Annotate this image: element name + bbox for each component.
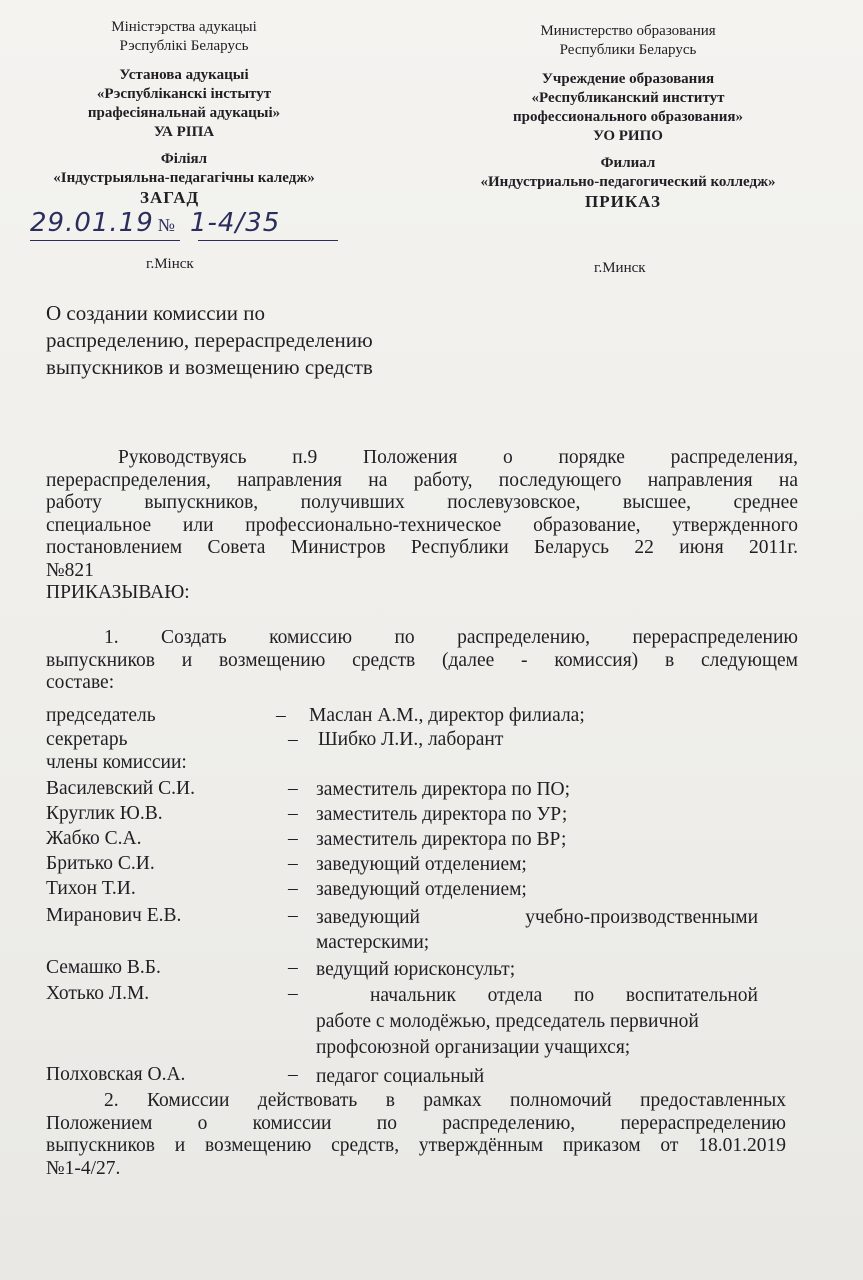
institution-abbr-ru: УО РИПО bbox=[593, 128, 663, 144]
member-role-cont: работе с молодёжью, председатель первичной bbox=[316, 1011, 699, 1032]
member-name: Василевский С.И. bbox=[46, 778, 195, 799]
order-word: ПРИКАЗЫВАЮ: bbox=[46, 582, 190, 603]
members-label: члены комиссии: bbox=[46, 752, 187, 773]
branch-name-by: Філіял «Індустрыяльна-педагагічны каледж» bbox=[53, 151, 315, 186]
member-role-cont: мастерскими; bbox=[316, 932, 430, 953]
ministry-name-ru: Министерство образования Республики Беларусь bbox=[540, 23, 716, 58]
member-name: Круглик Ю.В. bbox=[46, 803, 163, 824]
branch-name-ru: Филиал «Индустриально-педагогический колледж» bbox=[480, 155, 776, 190]
dash: – bbox=[288, 905, 298, 926]
ministry-name-by: Міністэрства адукацыі Рэспублікі Беларусь bbox=[111, 19, 257, 54]
institution-name-ru: Учреждение образования «Республиканский институт профессионального образования» bbox=[512, 71, 744, 125]
city-by: г.Мінск bbox=[146, 256, 194, 272]
registration-handwritten bbox=[30, 208, 280, 238]
dash: – bbox=[288, 983, 298, 1004]
member-role: ведущий юрисконсульт; bbox=[316, 959, 516, 980]
dash: – bbox=[288, 878, 298, 899]
institution-abbr-by: УА РІПА bbox=[153, 124, 215, 140]
dash: – bbox=[288, 828, 298, 849]
member-role: заведующий отделением; bbox=[316, 854, 527, 875]
order-subject: О создании комиссии по распределению, перераспределению выпускников и возмещению средств bbox=[46, 301, 373, 379]
item-2: 2. Комиссии действовать в рамках полномочий предоставленных Положением о комиссии по распределению, перераспределению выпускников и возмещению средств, утверждённым приказом от 18.01.2019 №1-4/27. bbox=[46, 1090, 786, 1179]
institution-name-by: Установа адукацыі «Рэспубліканскі інстытут прафесіянальнай адукацыі» bbox=[87, 67, 281, 121]
dash: – bbox=[288, 778, 298, 799]
handwritten-date: 29.01.19 bbox=[30, 208, 154, 238]
member-role: заместитель директора по ВР; bbox=[316, 829, 567, 850]
dash: – bbox=[276, 705, 286, 726]
dash: – bbox=[288, 1064, 298, 1085]
member-role: заместитель директора по ПО; bbox=[316, 779, 571, 800]
dash: – bbox=[288, 803, 298, 824]
member-role: педагог социальный bbox=[316, 1066, 485, 1087]
city-ru: г.Минск bbox=[594, 260, 646, 276]
date-underline bbox=[30, 240, 180, 241]
header-russian bbox=[468, 22, 788, 192]
dash: – bbox=[288, 957, 298, 978]
item-1: 1. Создать комиссию по распределению, перераспределению выпускников и возмещению средств (далее - комиссия) в следующем составе: bbox=[46, 627, 798, 693]
member-role: заместитель директора по УР; bbox=[316, 804, 568, 825]
member-role: заведующий отделением; bbox=[316, 879, 527, 900]
member-name: Полховская О.А. bbox=[46, 1064, 186, 1085]
secretary-value: Шибко Л.И., лаборант bbox=[318, 729, 504, 750]
chairman-label: председатель bbox=[46, 705, 156, 726]
dash: – bbox=[288, 853, 298, 874]
preamble: Руководствуясь п.9 Положения о порядке распределения, перераспределения, направления на работу, последующего направления на работу выпускников, получивших послевузовское, высшее, среднее специальное или профессионально-техническое образование, утвержденного постановлением Совета Министров Республики Беларусь 22 июня 2011г. №821 ПРИКАЗЫВАЮ: bbox=[46, 447, 798, 603]
header-belarusian bbox=[18, 18, 350, 188]
member-role: заведующий учебно-производственными bbox=[316, 907, 758, 928]
member-name: Миранович Е.В. bbox=[46, 905, 182, 926]
secretary-label: секретарь bbox=[46, 729, 128, 750]
member-role: начальник отдела по воспитательной bbox=[370, 985, 758, 1006]
member-name: Хотько Л.М. bbox=[46, 983, 150, 1004]
number-underline bbox=[198, 240, 338, 241]
member-name: Жабко С.А. bbox=[46, 828, 142, 849]
member-name: Семашко В.Б. bbox=[46, 957, 161, 978]
doc-type-by: ЗАГАД bbox=[140, 188, 200, 207]
number-sign: № bbox=[157, 215, 176, 235]
dash: – bbox=[288, 729, 298, 750]
chairman-value: Маслан А.М., директор филиала; bbox=[309, 705, 585, 726]
handwritten-number: 1-4/35 bbox=[189, 208, 281, 238]
member-name: Тихон Т.И. bbox=[46, 878, 136, 899]
member-name: Бритько С.И. bbox=[46, 853, 155, 874]
doc-type-ru: ПРИКАЗ bbox=[585, 192, 661, 211]
member-role-cont: профсоюзной организации учащихся; bbox=[316, 1037, 631, 1058]
